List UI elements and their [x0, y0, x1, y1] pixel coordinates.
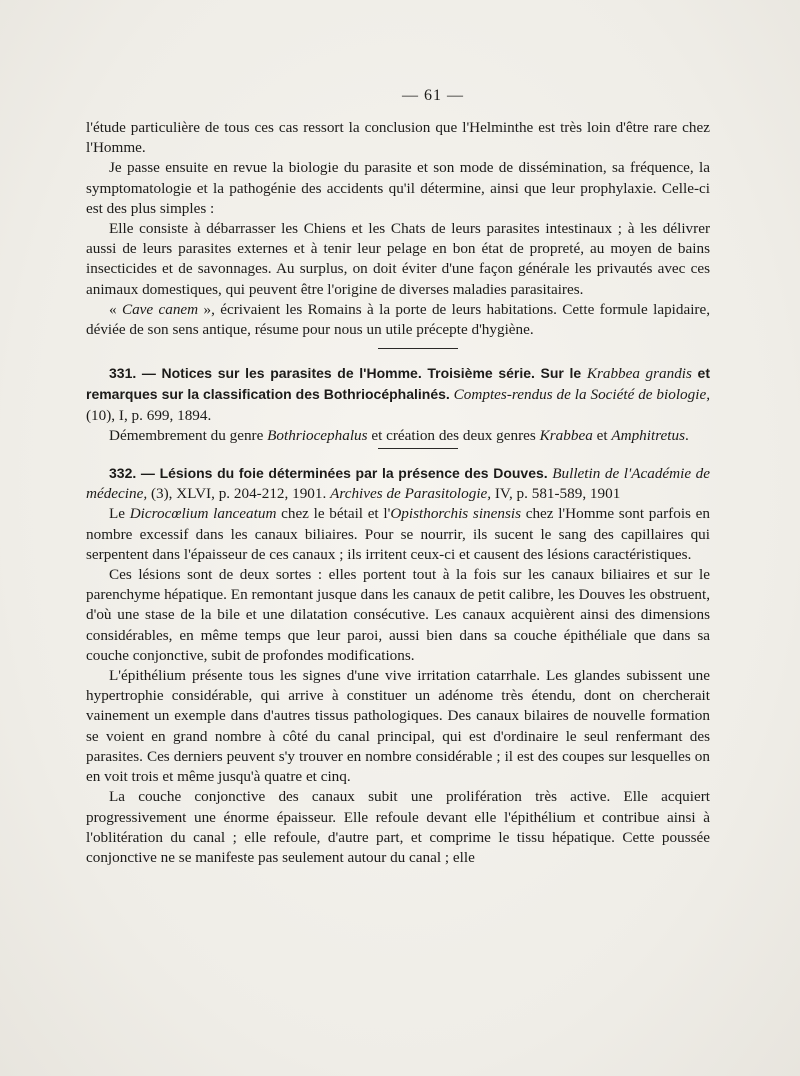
latin-phrase: Cave canem: [121, 300, 199, 318]
entry-331-body-text-a: Démembrement du genre: [109, 426, 268, 444]
intro-paragraph-1: l'étude particulière de tous ces cas ressort la conclusion que l'Helminthe est très loin d'être rare chez l'Homme.: [86, 119, 710, 157]
entry-332-heading: [86, 463, 710, 504]
entry-331-body: [86, 426, 710, 446]
entry-331-source-journal: Comptes-rendus de la Société de biologie,: [449, 386, 710, 404]
genus-bothriocephalus: Bothriocephalus: [267, 426, 368, 444]
intro-paragraph-4: [86, 300, 710, 340]
genus-amphitretus: Amphitretus: [611, 426, 686, 444]
section-divider: [378, 448, 458, 449]
species-opisthorchis: Opisthorchis sinensis: [390, 505, 522, 523]
entry-331-dash: —: [136, 365, 162, 382]
entry-331-heading: [86, 363, 710, 426]
intro-paragraph-3: Elle consiste à débarrasser les Chiens et les Chats de leurs parasites intestinaux ; à les délivrer aussi de leurs parasites externes et à tenir leur pelage en bon état de propreté, au moyen de bains insecticides et de savonnages. Au surplus, on doit éviter d'une façon générale les privautés avec ces animaux domestiques, qui peuvent être l'origine de diverses maladies parasitaires.: [86, 220, 710, 298]
entry-332-source-ref-2: IV, p. 581-589, 1901: [491, 485, 621, 503]
entry-331-body-text-d: .: [685, 426, 689, 444]
entry-331-number: 331.: [109, 365, 137, 382]
entry-331-source-ref: (10), I, p. 699, 1894.: [86, 406, 212, 424]
entry-332-paragraph-4: La couche conjonctive des canaux subit une prolifération très active. Elle acquiert progressivement une énorme épaisseur. Elle refoule devant elle l'épithélium et contribue ainsi à l'oblitération du canal ; elle refoule, d'autre part, et comprime le tissu hépatique. Cette poussée conjonctive ne se manifeste pas seulement autour du canal ; elle: [86, 788, 710, 866]
genus-krabbea: Krabbea: [539, 426, 593, 444]
entry-332-p1-text-a: Le: [109, 505, 130, 523]
entry-331-title-species: Krabbea grandis: [586, 365, 692, 383]
entry-332-p1-text-c: chez l'Homme sont parfois en nombre excessif dans les canaux biliaires. Pour se nourrir, ils sucent le sang des capillaires qui serpentent dans l'épaisseur de ces canaux ; ils irritent ceux-ci et causent des lésions caractéristiques.: [86, 505, 710, 563]
entry-332-paragraph-3: L'épithélium présente tous les signes d'une vive irritation catarrhale. Les glandes subissent une hypertrophie considérable, qui arrive à constituer un adénome très étendu, dont on chercherait vainement un exemple dans d'autres tissus pathologiques. Des canaux bilaires de nouvelle formation se voient en grand nombre à côté du canal principal, qui est d'ordinaire le seul renfermant des parasites. Ces derniers peuvent s'y trouver en nombre considérable ; il est des coupes sur lesquelles on en voit trois et même jusqu'à quatre et cinq.: [86, 667, 710, 786]
entry-332-dash: —: [136, 465, 160, 482]
text-column: [86, 87, 710, 868]
intro-paragraph-2: Je passe ensuite en revue la biologie du parasite et son mode de dissémination, sa fréquence, la symptomatologie et la pathogénie des accidents qu'il détermine, ainsi que leur prophylaxie. Celle-ci est des plus simples :: [86, 159, 710, 217]
quote-rest: », écrivaient les Romains à la porte de leurs habitations. Cette formule lapidaire, déviée de son sens antique, résume pour nous un utile précepte d'hygiène.: [86, 300, 711, 339]
entry-331-body-text-c: et: [592, 426, 612, 444]
entry-332-paragraph-2: Ces lésions sont de deux sortes : elles portent tout à la fois sur les canaux biliaires et sur le parenchyme hépatique. En remontant jusque dans les canaux de petit calibre, les Douves les obstruent, d'où une stase de la bile et une dilatation consécutive. Les canaux acquièrent ainsi des dimensions considérables, en même temps que leur paroi, aussi bien dans sa couche épithéliale que dans sa couche conjonctive, subit de profondes modifications.: [86, 566, 710, 664]
entry-331-title-end: et remarques sur la classification des Bothriocéphalinés.: [86, 365, 710, 403]
entry-331-title: Notices sur les parasites de l'Homme. Troisième série. Sur le: [161, 365, 587, 382]
entry-332-paragraph-1: [86, 504, 710, 565]
entry-332-source-journal-1: Bulletin de l'Académie de médecine,: [86, 465, 710, 503]
entry-332-source-journal-2: Archives de Parasitologie,: [330, 485, 492, 503]
entry-331-body-text-b: et création des deux genres: [367, 426, 540, 444]
entry-332-source-ref-1: (3), XLVI, p. 204-212, 1901.: [147, 485, 331, 503]
species-dicrocoelium: Dicrocœlium lanceatum: [129, 505, 277, 523]
section-divider: [378, 348, 458, 349]
page-number: — 61 —: [402, 87, 464, 104]
quote-open: «: [109, 300, 122, 318]
entry-332-number: 332.: [109, 465, 137, 482]
entry-332-title: Lésions du foie déterminées par la présence des Douves.: [159, 465, 548, 482]
entry-332-p1-text-b: chez le bétail et l': [276, 505, 391, 523]
